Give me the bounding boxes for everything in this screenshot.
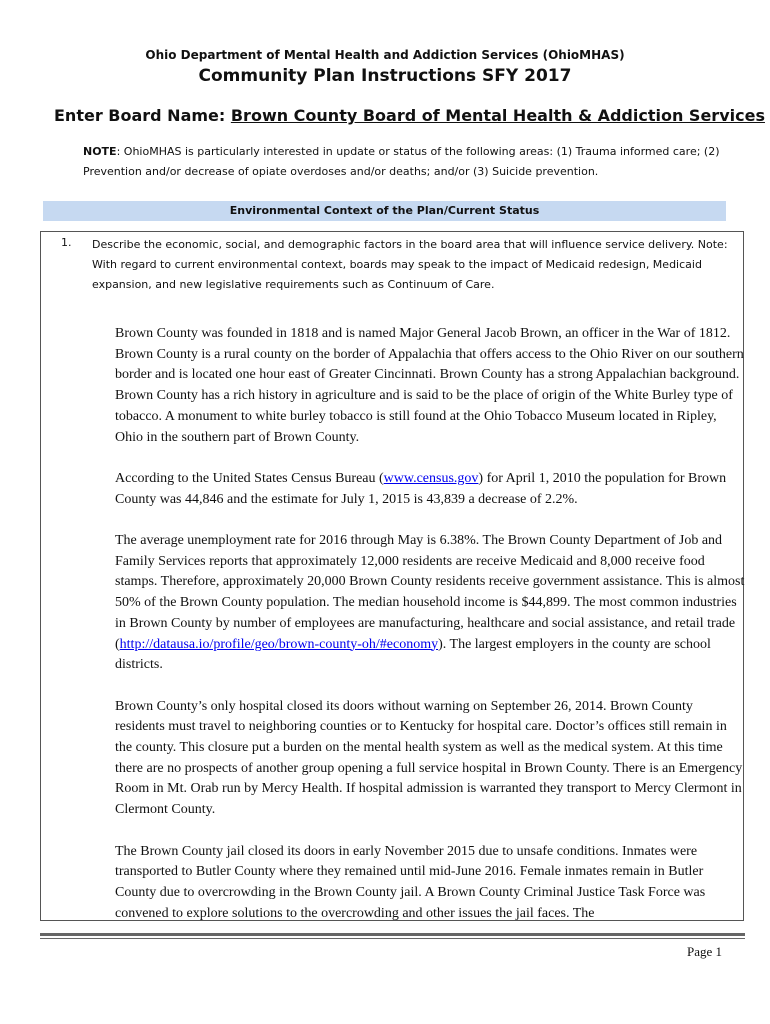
answer-paragraph: Brown County was founded in 1818 and is named Major General Jacob Brown, an officer in the War of 1812. Brown County is a rural county on the border of Appalachia that offers access to the Ohio River on our southern border and is located one hour east of Greater Cincinnati. Brown County has a strong Appalachian background. Brown County has a rich history in agriculture and is said to be the place of origin of the White Burley type of tobacco. A monument to white burley tobacco is still found at the Ohio Tobacco Museum located in Ripley, Ohio in the southern part of Brown County. [115,326,744,445]
question-text: Describe the economic, social, and demographic factors in the board area that will influence service delivery. Note: With regard to current environmental context, boards may speak to the impact of Medicaid redesign, Medicaid expansion, and new legislative requirements such as Continuum of Care. [92,238,728,291]
question-number: 1. [61,236,72,249]
footer-rule-thin [40,938,745,939]
datausa-link[interactable]: http://datausa.io/profile/geo/brown-county-oh/#economy [119,636,439,652]
answer-text-area[interactable] [115,324,745,921]
page-number: Page 1 [686,944,722,959]
answer-paragraph [115,469,745,510]
answer-paragraph: Brown County’s only hospital closed its doors without warning on September 26, 2014. Brown County residents must travel to neighboring counties or to Kentucky for hospital care. Doctor’s offices still remain in the county. This closure put a burden on the mental health system as well as the medical system. At this time there are no prospects of another group opening a full service hospital in Brown County. There is an Emergency Room in Mt. Orab run by Mercy Health. If hospital admission is warranted they transport to Mercy Clermont in Clermont County. [115,698,743,818]
answer-text: The average unemployment rate for 2016 through May is 6.38%. The Brown County Department of Job and Family Services reports that approximately 12,000 residents are receive Medicaid and 8,000 receive food stamps. Therefore, approximately 20,000 Brown County residents receive government assistance. This is almost 50% of the Brown County population. The median household income is $44,899. The most common industries in Brown County by number of employees are manufacturing, healthcare and social assistance, and retail trade ( [115,533,745,652]
note-label: NOTE [83,145,117,158]
note-text: : OhioMHAS is particularly interested in update or status of the following areas: (1) Trauma informed care; (2) Prevention and/or decrease of opiate overdoses and/or deaths; and/or (3) Suicide prevention. [83,145,720,178]
board-name-value: Brown County Board of Mental Health & Addiction Services [230,106,765,125]
answer-paragraph [115,531,745,676]
section-header-bar: Environmental Context of the Plan/Current Status [43,201,726,221]
census-link[interactable]: www.census.gov [383,470,479,486]
document-title: Community Plan Instructions SFY 2017 [198,66,572,86]
answer-paragraph: The Brown County jail closed its doors in early November 2015 due to unsafe conditions. Inmates were transported to Butler County where they remained until mid-June 2016. Female inmates remain in Butler County due to overcrowding in the Brown County jail. A Brown County Criminal Justice Task Force was convened to explore solutions to the overcrowding and other issues the jail faces. The [115,843,706,921]
footer-rule-thick [40,933,745,936]
note-paragraph [83,142,743,182]
board-name-label: Enter Board Name: [54,106,231,125]
answer-text: ) for April 1, 2010 the population for Brown County was 44,846 and the estimate for July 1, 2015 is 43,839 a decrease of 2.2%. [115,470,727,507]
answer-text: ). The largest employers in the county are school districts. [115,636,711,673]
board-name-line [54,106,765,125]
answer-text: According to the United States Census Bureau ( [115,470,384,486]
header-agency: Ohio Department of Mental Health and Addiction Services (OhioMHAS) [145,48,625,62]
